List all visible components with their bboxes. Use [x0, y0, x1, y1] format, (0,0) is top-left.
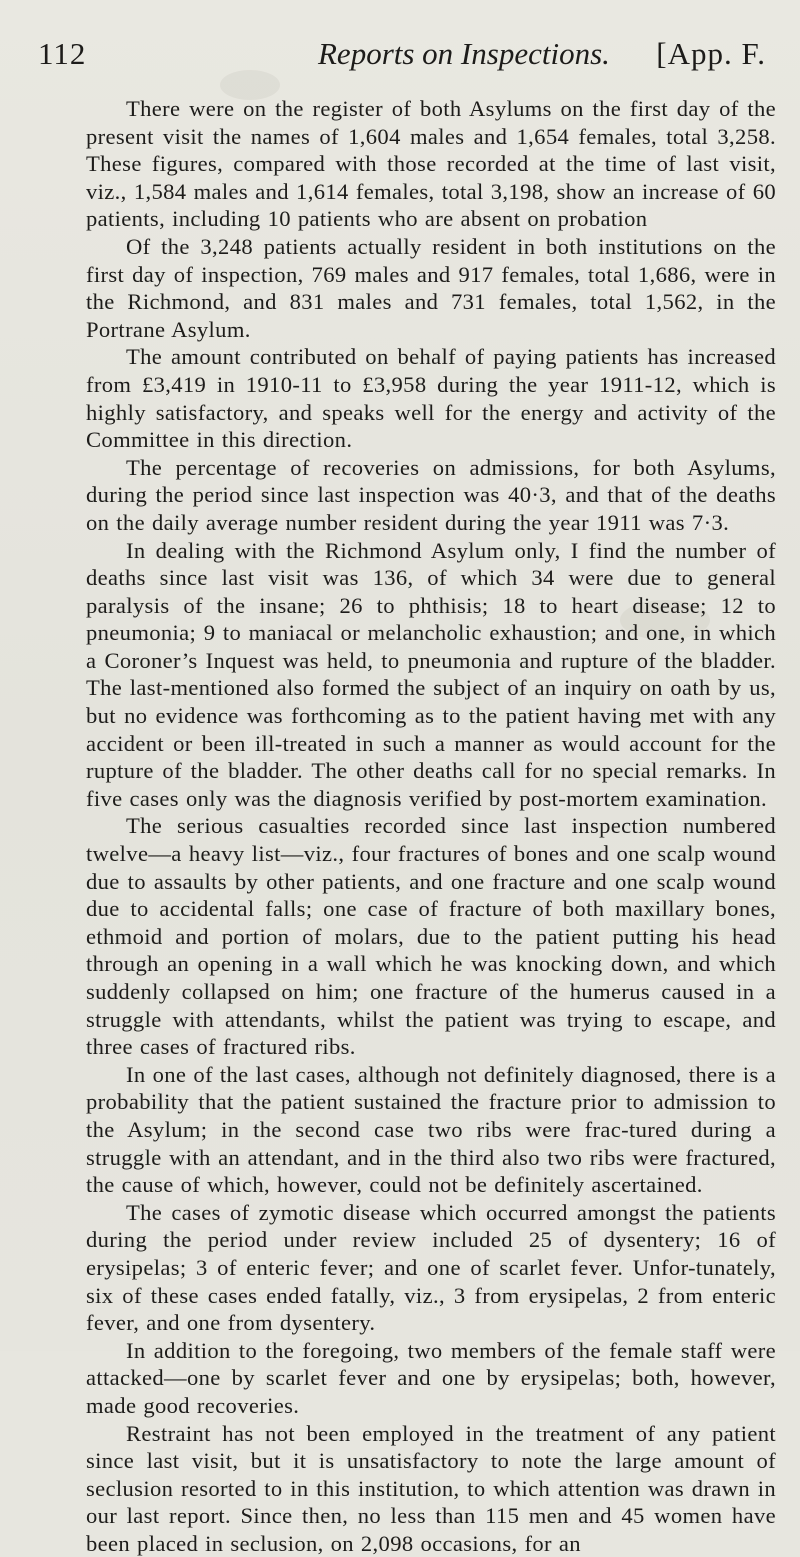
- paragraph-deaths: In dealing with the Richmond Asylum only, I find the number of deaths since last visit was 136, of which 34 were due to general paralysis of the insane; 26 to phthisis; 18 to heart disease; 12 to pneumonia; 9 to maniacal or melancholic exhaustion; and one, in which a Coroner’s Inquest was held, to pneumonia and rupture of the bladder. The last-mentioned also formed the subject of an inquiry on oath by us, but no evidence was forthcoming as to the patient having met with any accident or been ill-treated in such a manner as would account for the rupture of the bladder. The other deaths call for no special remarks. In five cases only was the diagnosis verified by post-mortem examination.: [86, 537, 776, 813]
- paragraph-staff-illness: In addition to the foregoing, two members of the female staff were attacked—one by scarlet fever and one by erysipelas; both, however, made good recoveries.: [86, 1337, 776, 1420]
- paragraph-register-figures: There were on the register of both Asylums on the first day of the present visit the names of 1,604 males and 1,654 females, total 3,258. These figures, compared with those recorded at the time of last visit, viz., 1,584 males and 1,614 females, total 3,198, show an increase of 60 patients, including 10 patients who are absent on probation: [86, 95, 776, 233]
- paragraph-restraint-seclusion: Restraint has not been employed in the treatment of any patient since last visit, but it is unsatisfactory to note the large amount of seclusion resorted to in this institution, to which attention was drawn in our last report. Since then, no less than 115 men and 45 women have been placed in seclusion, on 2,098 occasions, for an: [86, 1420, 776, 1557]
- running-title: Reports on Inspections.: [318, 36, 610, 72]
- body-text: [86, 95, 776, 1557]
- paragraph-recoveries: The percentage of recoveries on admissions, for both Asylums, during the period since last inspection was 40·3, and that of the deaths on the daily average number resident during the year 1911 was 7·3.: [86, 454, 776, 537]
- paragraph-casualties: The serious casualties recorded since last inspection numbered twelve—a heavy list—viz., four fractures of bones and one scalp wound due to assaults by other patients, and one fracture and one scalp wound due to accidental falls; one case of fracture of both maxillary bones, ethmoid and portion of molars, due to the patient putting his head through an opening in a wall which he was knocking down, and which suddenly collapsed on him; one fracture of the humerus caused in a struggle with attendants, whilst the patient was trying to escape, and three cases of fractured ribs.: [86, 812, 776, 1060]
- running-header: [38, 36, 766, 76]
- paragraph-resident-patients: Of the 3,248 patients actually resident in both institutions on the first day of inspection, 769 males and 917 females, total 1,686, were in the Richmond, and 831 males and 731 females, total 1,562, in the Portrane Asylum.: [86, 233, 776, 343]
- appendix-mark: [App. F.: [656, 36, 766, 72]
- page-number: 112: [38, 36, 86, 72]
- paragraph-zymotic-disease: The cases of zymotic disease which occurred amongst the patients during the period under review included 25 of dysentery; 16 of erysipelas; 3 of enteric fever; and one of scarlet fever. Unfor-tunately, six of these cases ended fatally, viz., 3 from erysipelas, 2 from enteric fever, and one from dysentery.: [86, 1199, 776, 1337]
- paragraph-fracture-cases: In one of the last cases, although not definitely diagnosed, there is a probability that the patient sustained the fracture prior to admission to the Asylum; in the second case two ribs were frac-tured during a struggle with an attendant, and in the third also two ribs were fractured, the cause of which, however, could not be definitely ascertained.: [86, 1061, 776, 1199]
- paragraph-paying-patients: The amount contributed on behalf of paying patients has increased from £3,419 in 1910-11 to £3,958 during the year 1911-12, which is highly satisfactory, and speaks well for the energy and activity of the Committee in this direction.: [86, 343, 776, 453]
